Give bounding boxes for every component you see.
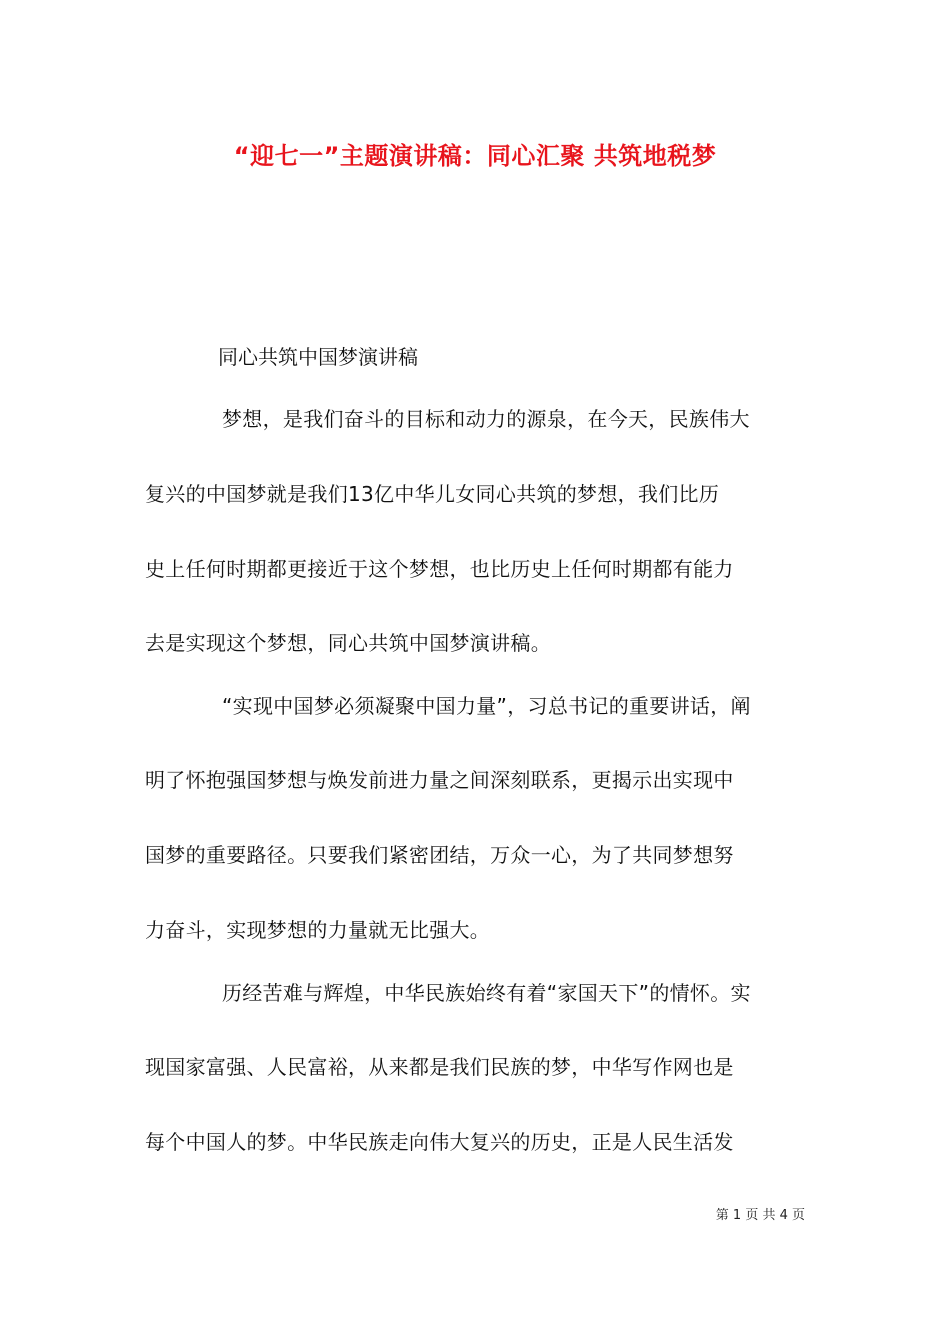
body-line: 每个中国人的梦。中华民族走向伟大复兴的历史，正是人民生活发 <box>145 1130 734 1154</box>
page-number-footer: 第 1 页 共 4 页 <box>715 1208 805 1223</box>
body-line: 力奋斗，实现梦想的力量就无比强大。 <box>145 918 491 942</box>
body-line: “实现中国梦必须凝聚中国力量”，习总书记的重要讲话，阐 <box>222 694 751 718</box>
body-line: 去是实现这个梦想，同心共筑中国梦演讲稿。 <box>145 631 551 655</box>
speech-subtitle: 同心共筑中国梦演讲稿 <box>218 345 418 369</box>
body-line: 复兴的中国梦就是我们13亿中华儿女同心共筑的梦想，我们比历 <box>145 482 720 506</box>
body-line: 明了怀抱强国梦想与焕发前进力量之间深刻联系，更揭示出实现中 <box>145 768 734 792</box>
body-line: 梦想，是我们奋斗的目标和动力的源泉，在今天，民族伟大 <box>222 407 750 431</box>
body-line: 历经苦难与辉煌，中华民族始终有着“家国天下”的情怀。实 <box>222 981 751 1005</box>
body-line: 国梦的重要路径。只要我们紧密团结，万众一心，为了共同梦想努 <box>145 843 734 867</box>
body-line: 史上任何时期都更接近于这个梦想，也比历史上任何时期都有能力 <box>145 557 734 581</box>
body-line: 现国家富强、人民富裕，从来都是我们民族的梦，中华写作网也是 <box>145 1055 734 1079</box>
document-title: “迎七一”主题演讲稿：同心汇聚 共筑地税梦 <box>233 142 717 170</box>
